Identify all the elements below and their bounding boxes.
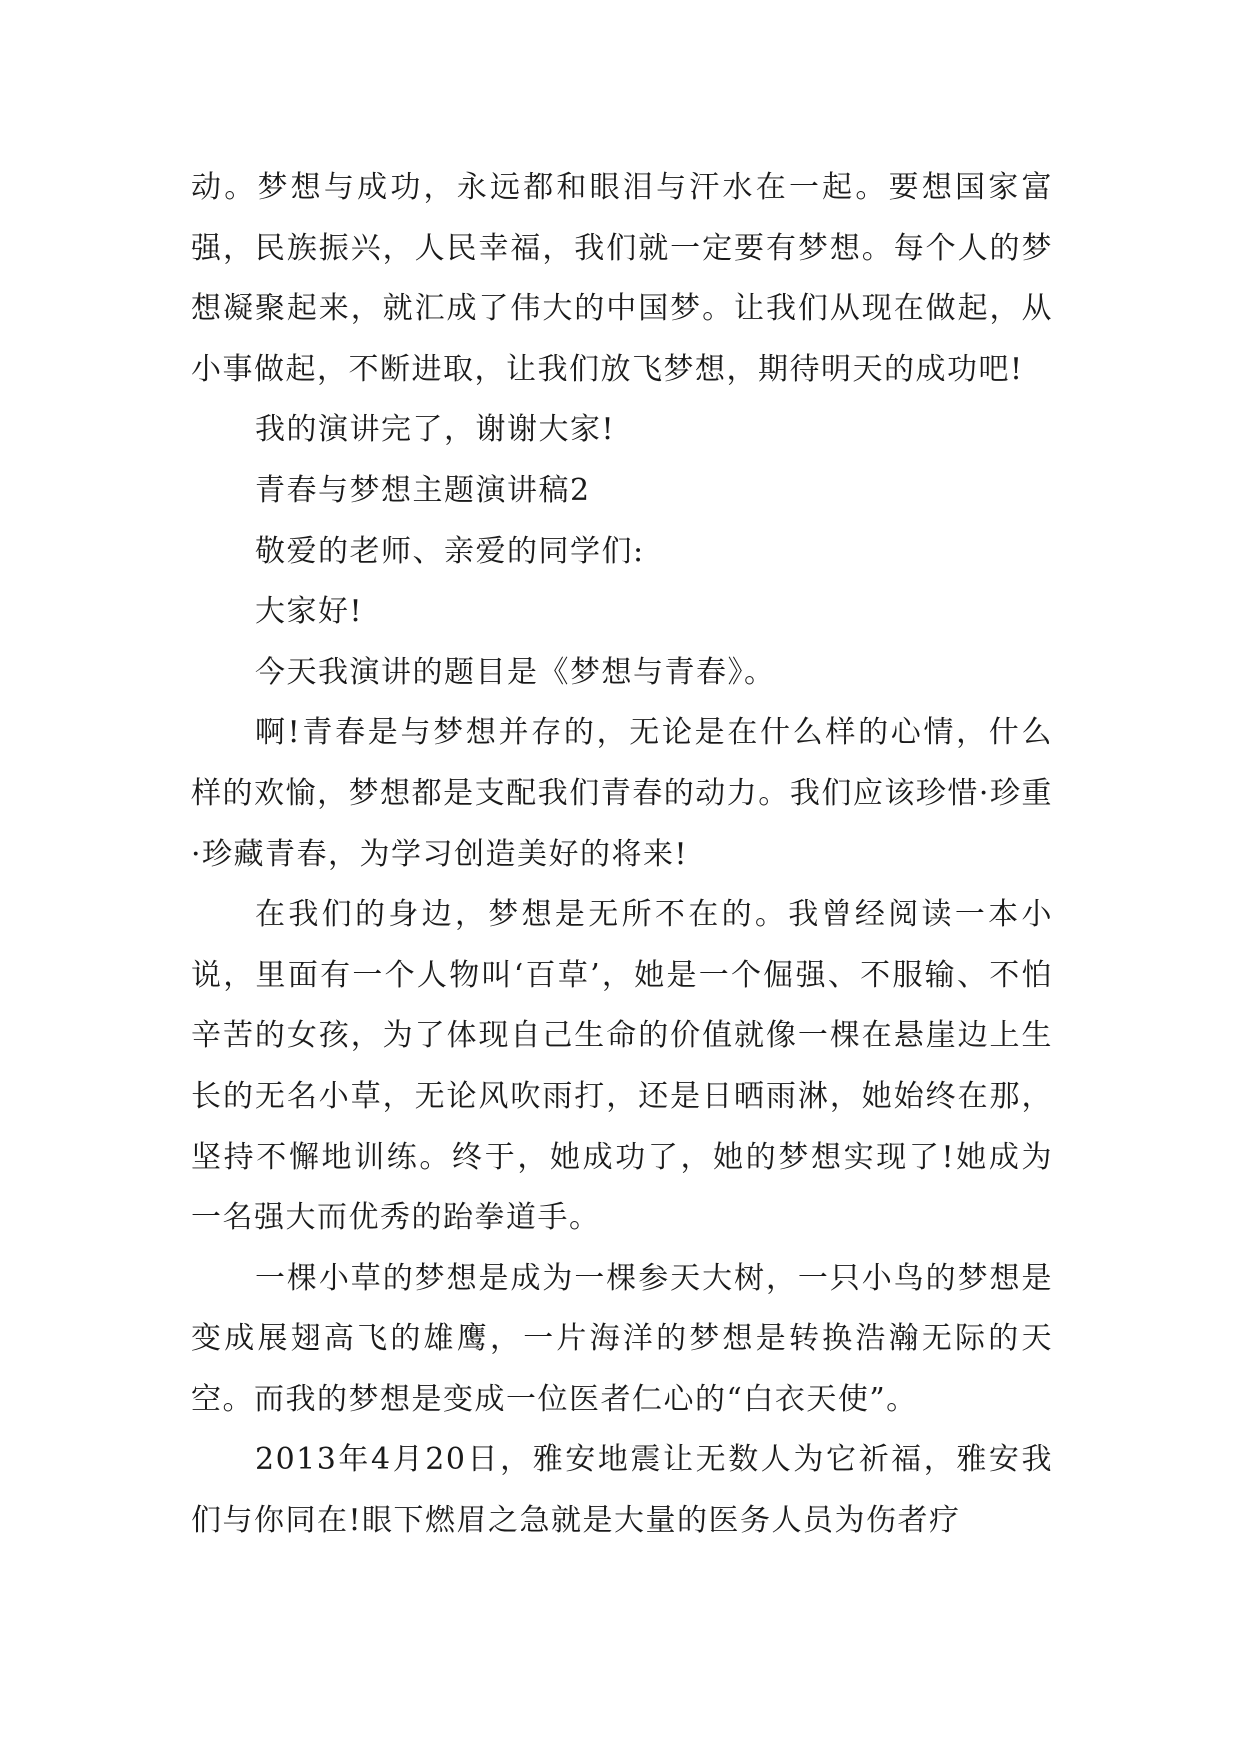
section-title: 青春与梦想主题演讲稿2	[255, 472, 591, 508]
paragraph-youth: 啊!青春是与梦想并存的，无论是在什么样的心情，什么样的欢愉，梦想都是支配我们青春的动力。我们应该珍惜·珍重·珍藏青春，为学习创造美好的将来!	[191, 715, 1053, 872]
paragraph-continuation: 动。梦想与成功，永远都和眼泪与汗水在一起。要想国家富强，民族振兴，人民幸福，我们就一定要有梦想。每个人的梦想凝聚起来，就汇成了伟大的中国梦。让我们从现在做起，从小事做起，不断进取，让我们放飞梦想，期待明天的成功吧!	[191, 170, 1053, 387]
speech-topic: 今天我演讲的题目是《梦想与青春》。	[255, 654, 776, 690]
greeting: 大家好!	[255, 594, 364, 630]
paragraph-yaan: 2013年4月20日，雅安地震让无数人为它祈福，雅安我们与你同在!眼下燃眉之急就是大量的医务人员为伤者疗	[191, 1442, 1053, 1539]
paragraph-closing: 我的演讲完了，谢谢大家!	[255, 412, 616, 448]
paragraph-dream: 一棵小草的梦想是成为一棵参天大树，一只小鸟的梦想是变成展翅高飞的雄鹰，一片海洋的梦想是转换浩瀚无际的天空。而我的梦想是变成一位医者仁心的“白衣天使”。	[191, 1260, 1053, 1417]
paragraph-baicao: 在我们的身边，梦想是无所不在的。我曾经阅读一本小说，里面有一个人物叫‘百草’，她是一个倔强、不服输、不怕辛苦的女孩，为了体现自己生命的价值就像一棵在悬崖边上生长的无名小草，无论风吹雨打，还是日晒雨淋，她始终在那，坚持不懈地训练。终于，她成功了，她的梦想实现了!她成为一名强大而优秀的跆拳道手。	[191, 897, 1053, 1236]
body-text	[191, 158, 1053, 1552]
salutation: 敬爱的老师、亲爱的同学们:	[255, 533, 645, 569]
